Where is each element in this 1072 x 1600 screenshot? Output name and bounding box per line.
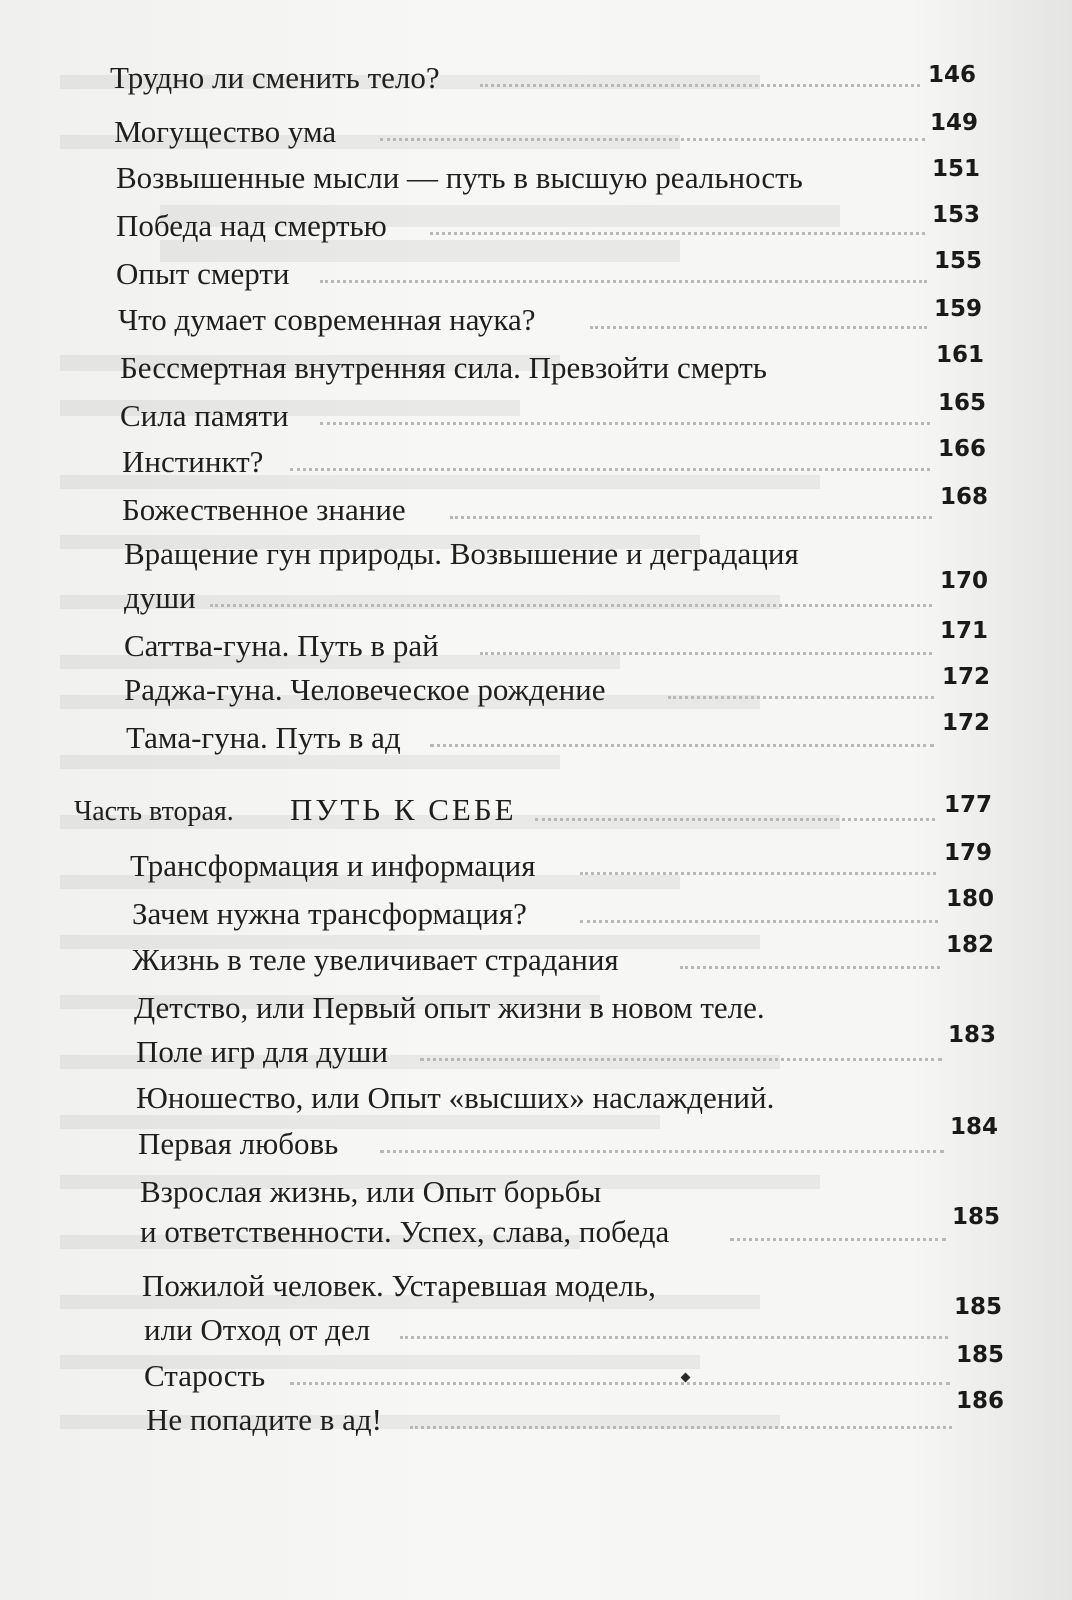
toc-entry-title: Бессмертная внутренняя сила. Превзойти смерть (120, 350, 767, 385)
toc-entry-title: Зачем нужна трансформация? (132, 896, 527, 931)
toc-entry-page: 166 (938, 436, 987, 462)
leader-dots (290, 1380, 950, 1385)
toc-entry-title: Могущество ума (114, 114, 337, 149)
toc-entry-page: 168 (940, 484, 989, 510)
toc-entry-page: 179 (944, 840, 993, 866)
toc-entry-title: Сила памяти (120, 398, 289, 433)
toc-entry-page: 170 (940, 568, 989, 594)
leader-dots (730, 1236, 946, 1241)
leader-dots (400, 1334, 948, 1339)
toc-entry-title-line2: Первая любовь (138, 1126, 339, 1161)
toc-entry-title: Победа над смертью (116, 208, 387, 243)
toc-entry-title-line1: Вращение гун природы. Возвышение и деградация (124, 536, 799, 571)
toc-entry-title: Божественное знание (122, 492, 406, 527)
toc-entry-page: 185 (956, 1342, 1005, 1368)
toc-entry-title: Что думает современная наука? (118, 302, 536, 337)
leader-dots (380, 1148, 944, 1153)
leader-dots (380, 136, 925, 141)
leader-dots (680, 964, 940, 969)
toc-entry-title: Возвышенные мысли — путь в высшую реальность (116, 160, 803, 195)
toc-entry-title-line1: Пожилой человек. Устаревшая модель, (142, 1268, 656, 1303)
leader-dots (430, 742, 934, 747)
toc-entry-page: 172 (942, 664, 991, 690)
toc-entry-page: 184 (950, 1114, 999, 1140)
part-page: 177 (944, 792, 993, 818)
toc-entry-page: 146 (928, 62, 977, 88)
leader-dots (480, 82, 920, 87)
leader-dots (420, 1056, 942, 1061)
toc-entry-title: Опыт смерти (116, 256, 290, 291)
part-title: ПУТЬ К СЕБЕ (290, 792, 517, 827)
leader-dots (320, 420, 930, 425)
leader-dots (210, 602, 932, 607)
toc-entry-page: 180 (946, 886, 995, 912)
toc-entry-title: Жизнь в теле увеличивает страдания (132, 942, 619, 977)
leader-dots (430, 230, 925, 235)
toc-entry-title-line2: Поле игр для души (136, 1034, 388, 1069)
toc-entry-page: 183 (948, 1022, 997, 1048)
toc-entry-page: 153 (932, 202, 981, 228)
toc-entry-title: Трудно ли сменить тело? (110, 60, 440, 95)
toc-entry-title: Тама-гуна. Путь в ад (126, 720, 401, 755)
toc-entry-title: Инстинкт? (122, 444, 264, 479)
toc-entry-page: 186 (956, 1388, 1005, 1414)
toc-entry-page: 185 (954, 1294, 1003, 1320)
leader-dots (580, 870, 936, 875)
leader-dots (668, 694, 934, 699)
toc-entry-title-line1: Юношество, или Опыт «высших» наслаждений. (136, 1080, 775, 1115)
toc-entry-title: Раджа-гуна. Человеческое рождение (124, 672, 606, 707)
leader-dots (535, 816, 935, 821)
toc-entry-title: Старость (144, 1358, 266, 1393)
leader-dots (320, 278, 927, 283)
toc-entry-title-line1: Взрослая жизнь, или Опыт борьбы (140, 1174, 602, 1209)
leader-dots (290, 466, 930, 471)
toc-entry-page: 165 (938, 390, 987, 416)
toc-entry-page: 185 (952, 1204, 1001, 1230)
toc-entry-page: 151 (932, 156, 981, 182)
toc-entry-page: 159 (934, 296, 983, 322)
toc-entry-title-line2: и ответственности. Успех, слава, победа (140, 1214, 670, 1249)
toc-entry-title-line1: Детство, или Первый опыт жизни в новом теле. (134, 990, 765, 1025)
toc-entry-page: 155 (934, 248, 983, 274)
toc-entry-title: Трансформация и информация (130, 848, 536, 883)
toc-entry-title: Не попадите в ад! (146, 1402, 382, 1437)
toc-entry-page: 149 (930, 110, 979, 136)
toc-entry-page: 161 (936, 342, 985, 368)
toc-entry-title-line2: души (124, 580, 196, 615)
toc-entry-page: 171 (940, 618, 989, 644)
toc-entry-title: Саттва-гуна. Путь в рай (124, 628, 439, 663)
leader-dots (580, 918, 938, 923)
leader-dots (480, 650, 932, 655)
toc-entry-page: 172 (942, 710, 991, 736)
leader-dots (590, 324, 927, 329)
leader-dots (410, 1424, 952, 1429)
toc-entry-title-line2: или Отход от дел (144, 1312, 371, 1347)
leader-dots (450, 514, 932, 519)
part-label: Часть вторая. (74, 796, 234, 827)
toc-entry-page: 182 (946, 932, 995, 958)
